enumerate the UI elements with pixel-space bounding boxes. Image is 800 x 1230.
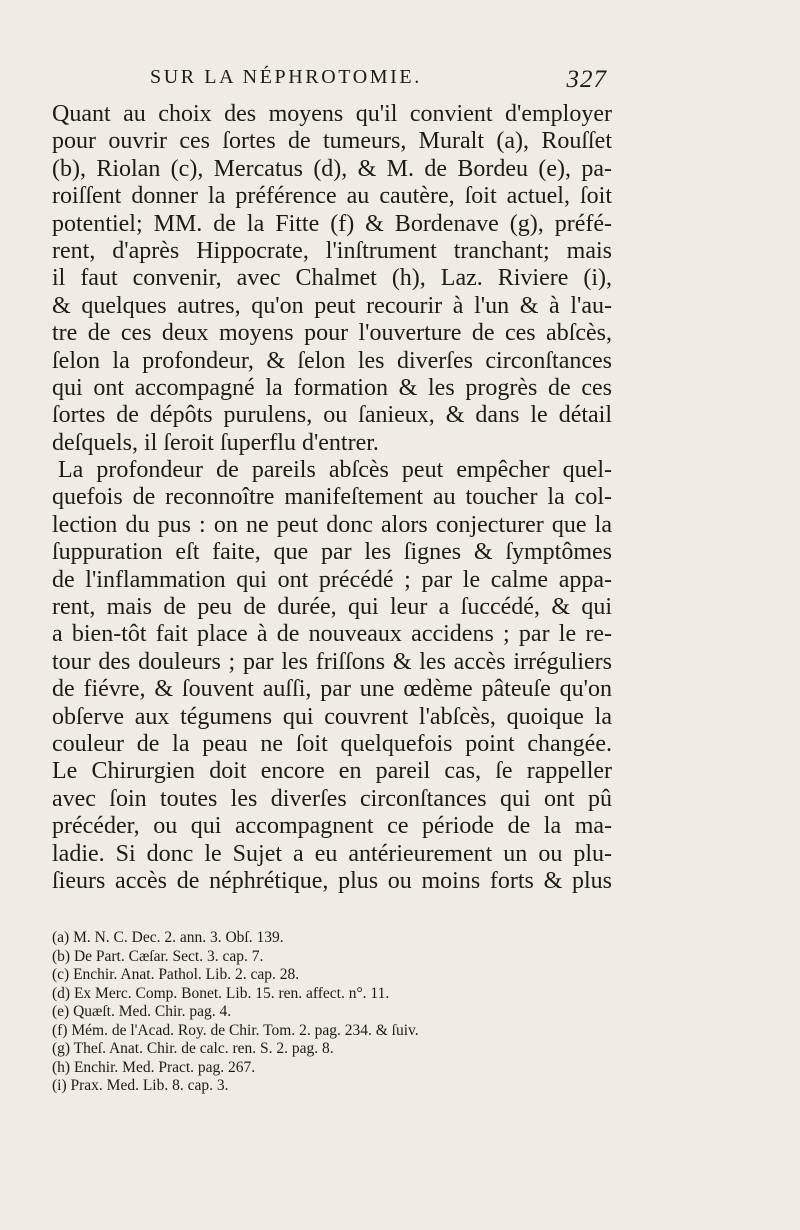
text-line: Le Chirurgien doit encore en pareil cas, ſe rappeller — [52, 758, 612, 785]
paragraph-1 — [52, 101, 612, 457]
footnote: (a) M. N. C. Dec. 2. ann. 3. Obſ. 139. — [52, 929, 284, 946]
text-line: quefois de reconnoître manifeſtement au toucher la col- — [52, 484, 612, 511]
text-line: rent, mais de peu de durée, qui leur a ſuccédé, & qui — [52, 594, 612, 621]
text-line: tre de ces deux moyens pour l'ouverture de ces abſcès, — [52, 320, 612, 347]
footnote: (c) Enchir. Anat. Pathol. Lib. 2. cap. 28. — [52, 966, 300, 983]
text-line: roiſſent donner la préférence au cautère, ſoit actuel, ſoit — [52, 183, 612, 210]
text-line: ſelon la profondeur, & ſelon les diverſes circonſtances — [52, 347, 612, 374]
footnote: (f) Mém. de l'Acad. Roy. de Chir. Tom. 2. pag. 234. & ſuiv. — [52, 1021, 419, 1039]
text-line: qui ont accompagné la formation & les progrès de ces — [52, 374, 612, 401]
text-line: ladie. Si donc le Sujet a eu antérieurement un ou plu- — [52, 840, 612, 867]
footnote: (h) Enchir. Med. Pract. pag. 267. — [52, 1058, 256, 1076]
text-line: rent, d'après Hippocrate, l'inſtrument tranchant; mais — [52, 237, 612, 264]
text-line: La profondeur de pareils abſcès peut empêcher quel- — [58, 457, 612, 484]
text-line: lection du pus : on ne peut donc alors conjecturer que la — [52, 511, 612, 538]
text-line: pour ouvrir ces ſortes de tumeurs, Muralt (a), Rouſſet — [52, 128, 612, 155]
running-title: SUR LA NÉPHROTOMIE. — [150, 66, 422, 88]
footnote: (g) Theſ. Anat. Chir. de calc. ren. S. 2. pag. 8. — [52, 1040, 334, 1057]
text-line: précéder, ou qui accompagnent ce période de la ma- — [52, 813, 612, 840]
footnote: (e) Quæſt. Med. Chir. pag. 4. — [52, 1003, 232, 1020]
page-header — [150, 66, 615, 106]
text-line: & quelques autres, qu'on peut recourir à l'un & à l'au- — [52, 292, 612, 319]
footnotes — [52, 929, 612, 1096]
text-line: de l'inflammation qui ont précédé ; par le calme appa- — [52, 566, 612, 593]
text-line: tour des douleurs ; par les friſſons & les accès irréguliers — [52, 648, 612, 675]
text-line: potentiel; MM. de la Fitte (f) & Bordenave (g), préfé- — [52, 210, 612, 237]
text-line: obſerve aux tégumens qui couvrent l'abſcès, quoique la — [52, 703, 612, 730]
body-text — [52, 101, 612, 895]
text-line: de fiévre, & ſouvent auſſi, par une œdème pâteuſe qu'on — [52, 676, 612, 703]
text-line: il faut convenir, avec Chalmet (h), Laz. Riviere (i), — [52, 265, 612, 292]
text-line: ſieurs accès de néphrétique, plus ou moins forts & plus — [52, 867, 612, 894]
text-line: avec ſoin toutes les diverſes circonſtances qui ont pû — [52, 785, 612, 812]
text-line: ſortes de dépôts purulens, ou ſanieux, & dans le détail — [52, 402, 612, 429]
paragraph-2 — [52, 457, 612, 895]
page-number: 327 — [566, 66, 607, 93]
text-line: ſuppuration eſt faite, que par les ſignes & ſymptômes — [52, 539, 612, 566]
text-line: (b), Riolan (c), Mercatus (d), & M. de Bordeu (e), pa- — [52, 155, 612, 182]
text-line: deſquels, il ſeroit ſuperflu d'entrer. — [52, 429, 379, 456]
text-line: couleur de la peau ne ſoit quelquefois point changée. — [52, 730, 612, 757]
text-line: Quant au choix des moyens qu'il convient d'employer — [52, 101, 612, 127]
footnote: (b) De Part. Cæſar. Sect. 3. cap. 7. — [52, 947, 264, 965]
text-line: a bien-tôt fait place à de nouveaux accidens ; par le re- — [52, 621, 612, 648]
footnote: (d) Ex Merc. Comp. Bonet. Lib. 15. ren. affect. n°. 11. — [52, 984, 390, 1002]
footnote: (i) Prax. Med. Lib. 8. cap. 3. — [52, 1077, 229, 1094]
